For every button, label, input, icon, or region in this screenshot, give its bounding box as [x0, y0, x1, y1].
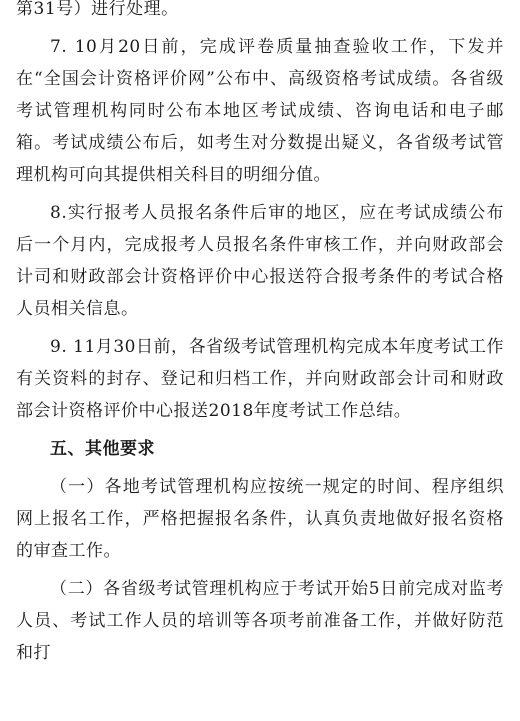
paragraph-fragment: 第31号）进行处理。	[16, 0, 179, 19]
paragraph-requirement-2: （二）各省级考试管理机构应于考试开始5日前完成对监考人员、考试工作人员的培训等各项考前准备工作，并做好防范和打	[16, 579, 504, 663]
paragraph-item-8: 8.实行报考人员报名条件后审的地区，应在考试成绩公布后一个月内，完成报考人员报名条件审核工作，并向财政部会计司和财政部会计资格评价中心报送符合报考条件的考试合格人员相关信息。	[16, 203, 504, 319]
paragraph-requirement-1: （一）各地考试管理机构应按统一规定的时间、程序组织网上报名工作，严格把握报名条件，认真负责地做好报名资格的审查工作。	[16, 477, 504, 561]
section-heading-other-requirements: 五、其他要求	[50, 439, 155, 459]
paragraph-item-9: 9. 11月30日前，各省级考试管理机构完成本年度考试工作有关资料的封存、登记和归档工作，并向财政部会计司和财政部会计资格评价中心报送2018年度考试工作总结。	[16, 337, 504, 421]
paragraph-item-7: 7. 10月20日前，完成评卷质量抽查验收工作，下发并在“全国会计资格评价网”公布中、高级资格考试成绩。各省级考试管理机构同时公布本地区考试成绩、咨询电话和电子邮箱。考试成绩公布后，如考生对分数提出疑义，各省级考试管理机构可向其提供相关科目的明细分值。	[16, 37, 504, 185]
